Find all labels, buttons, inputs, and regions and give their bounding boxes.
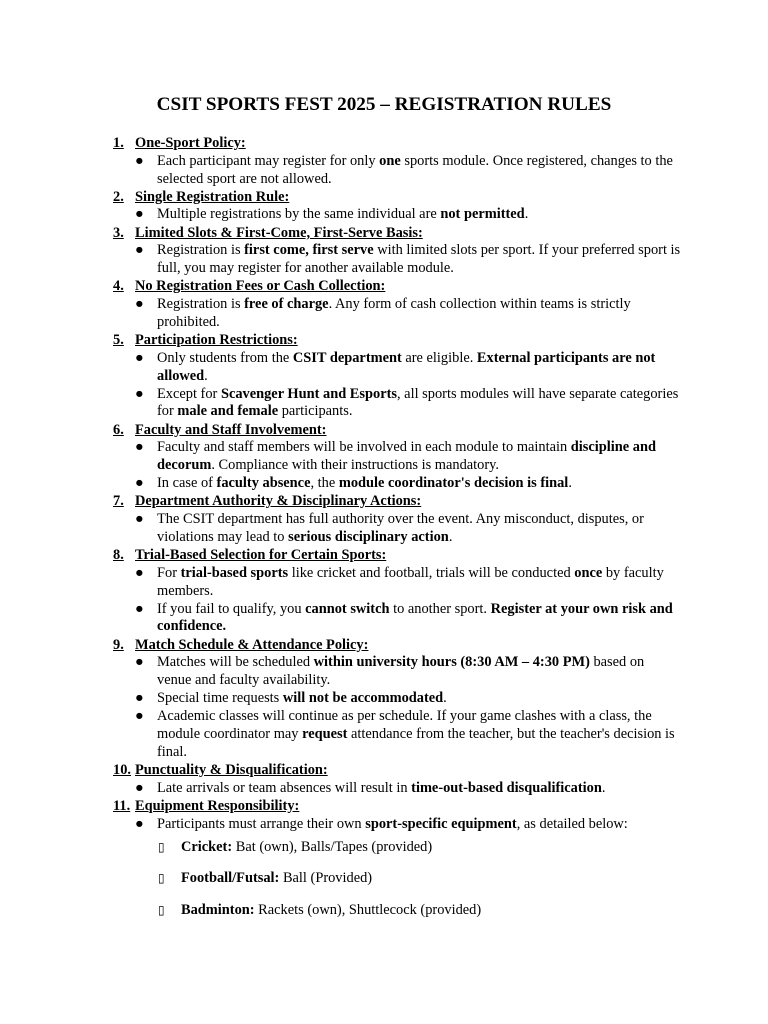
bullet-text (157, 780, 683, 798)
bullet-dot-icon: ● (135, 815, 144, 832)
text-run: In case of (157, 475, 217, 492)
equipment-sport: Football/Futsal: (181, 870, 280, 887)
rule-title: Faculty and Staff Involvement: (135, 421, 327, 438)
text-run: sports module. Once registered, changes to the selected sport are not allowed. (157, 152, 673, 187)
rule-title: Single Registration Rule: (135, 188, 290, 205)
text-run: Registration is (157, 242, 245, 259)
rule-title: Limited Slots & First-Come, First-Serve Basis: (135, 224, 423, 241)
rule-bullets (113, 153, 683, 189)
bullet-dot-icon: ● (135, 475, 144, 492)
bullet-item (113, 242, 683, 278)
rule-heading (113, 422, 683, 440)
checkbox-glyph-icon: ▯ (158, 871, 165, 886)
bullet-item (113, 475, 683, 493)
rule-heading (113, 278, 683, 296)
text-run: Faculty and staff members will be involved in each module to maintain (157, 439, 571, 456)
rule-heading (113, 798, 683, 816)
checkbox-glyph-icon: ▯ (158, 839, 165, 854)
rule-number: 6. (113, 421, 124, 438)
rule-title: Department Authority & Disciplinary Actions: (135, 493, 422, 510)
rule-title: Participation Restrictions: (135, 331, 298, 348)
bold-text: not permitted (440, 206, 525, 223)
bullet-dot-icon: ● (135, 439, 144, 456)
rule-number: 5. (113, 331, 124, 348)
text-run: . (568, 475, 572, 492)
text-run: For (157, 564, 181, 581)
text-run: Registration is (157, 296, 245, 313)
bullet-dot-icon: ● (135, 690, 144, 707)
bullet-dot-icon: ● (135, 206, 144, 223)
text-run: with limited slots per sport. If your preferred sport is full, you may register for another available module. (157, 242, 681, 277)
rule-bullets (113, 816, 683, 834)
bullet-text (157, 242, 683, 278)
equipment-item (113, 839, 683, 857)
rule-section (113, 422, 683, 493)
text-run: , as detailed below: (516, 815, 628, 832)
bullet-dot-icon: ● (135, 600, 144, 617)
bullet-text (157, 206, 683, 224)
rule-title: Equipment Responsibility: (135, 797, 300, 814)
text-run: Only students from the (157, 349, 293, 366)
bullet-item (113, 206, 683, 224)
equipment-item (113, 902, 683, 920)
bullet-text (157, 565, 683, 601)
bullet-text (157, 708, 683, 761)
rule-bullets (113, 654, 683, 761)
bullet-text (157, 475, 683, 493)
bold-text: sport-specific equipment (365, 815, 517, 832)
bold-text: first come, first serve (244, 242, 374, 259)
bullet-item (113, 153, 683, 189)
equipment-sport: Badminton: (181, 902, 255, 919)
rule-section (113, 135, 683, 188)
bold-text: request (302, 726, 348, 743)
text-run: attendance from the teacher, but the teacher's decision is final. (157, 726, 675, 760)
bold-text: faculty absence (216, 475, 311, 492)
bold-text: trial-based sports (180, 564, 289, 581)
rule-section (113, 762, 683, 798)
text-run: Academic classes will continue as per schedule. If your game clashes with a class, the module coordinator may (157, 708, 652, 743)
rule-title: Trial-Based Selection for Certain Sports: (135, 547, 387, 563)
text-run: Matches will be scheduled (157, 654, 314, 671)
bullet-dot-icon: ● (135, 511, 144, 528)
bullet-dot-icon: ● (135, 152, 144, 169)
bullet-text (157, 296, 683, 332)
rule-section (113, 493, 683, 546)
equipment-sport: Cricket: (181, 838, 233, 855)
bullet-dot-icon: ● (135, 779, 144, 796)
rule-number: 11. (113, 797, 131, 814)
equipment-detail: Bat (own), Balls/Tapes (provided) (232, 838, 433, 855)
rule-title: One-Sport Policy: (135, 135, 246, 151)
rule-number: 1. (113, 135, 124, 151)
bold-text: cannot switch (305, 600, 390, 617)
bold-text: module coordinator's decision is final (338, 475, 569, 492)
text-run: , the (310, 475, 339, 492)
rule-number: 8. (113, 547, 124, 563)
rule-bullets (113, 780, 683, 798)
rule-number: 3. (113, 224, 124, 241)
rule-title: Match Schedule & Attendance Policy: (135, 636, 369, 653)
rule-bullets (113, 242, 683, 278)
bullet-item (113, 511, 683, 547)
rule-title: Punctuality & Disqualification: (135, 762, 328, 779)
text-run: Special time requests (157, 690, 283, 707)
equipment-detail: Ball (Provided) (279, 870, 373, 887)
bullet-dot-icon: ● (135, 349, 144, 366)
bold-text: within university hours (8:30 AM – 4:30 PM) (313, 654, 590, 671)
text-run: . Any form of cash collection within teams is strictly prohibited. (157, 296, 631, 330)
text-run: . (448, 528, 453, 545)
text-run: by faculty members. (157, 564, 664, 599)
text-run: . (443, 690, 447, 707)
rule-section (113, 637, 683, 762)
bullet-dot-icon: ● (135, 564, 144, 581)
rule-section (113, 225, 683, 278)
rule-bullets (113, 511, 683, 547)
bullet-text (157, 350, 683, 386)
bold-text: External participants are not allowed (157, 349, 656, 384)
rule-section (113, 332, 683, 421)
rule-number: 10. (113, 762, 131, 779)
rule-number: 4. (113, 278, 124, 295)
bullet-text (157, 654, 683, 690)
rule-heading (113, 547, 683, 565)
text-run: Except for (157, 385, 221, 402)
bold-text: will not be accommodated (282, 690, 444, 707)
rule-heading (113, 637, 683, 655)
bullet-item (113, 350, 683, 386)
bullet-dot-icon: ● (135, 296, 144, 313)
bold-text: Scavenger Hunt and Esports (220, 385, 397, 402)
text-run: to another sport. (389, 600, 491, 617)
bullet-dot-icon: ● (135, 242, 144, 259)
rule-number: 7. (113, 493, 124, 510)
rule-section (113, 547, 683, 636)
rule-title: No Registration Fees or Cash Collection: (135, 278, 386, 295)
text-run: , all sports modules will have separate categories for (157, 385, 679, 420)
rule-heading (113, 225, 683, 243)
bullet-dot-icon: ● (135, 385, 144, 402)
rule-bullets (113, 206, 683, 224)
bullet-text (157, 153, 683, 189)
text-run: If you fail to qualify, you (157, 600, 306, 617)
text-run: . (601, 779, 606, 796)
rule-heading (113, 135, 683, 153)
rule-number: 9. (113, 636, 124, 653)
equipment-text (181, 870, 372, 888)
text-run: like cricket and football, trials will be conducted (288, 564, 575, 581)
equipment-item (113, 870, 683, 888)
bullet-item (113, 654, 683, 690)
document-title: CSIT SPORTS FEST 2025 – REGISTRATION RULES (156, 94, 612, 115)
bold-text: time-out-based disqualification (411, 779, 602, 796)
bold-text: once (574, 564, 603, 581)
rule-section (113, 189, 683, 225)
text-run: . (524, 206, 529, 223)
rule-bullets (113, 296, 683, 332)
equipment-list (113, 839, 683, 920)
bullet-text (157, 386, 683, 422)
checkbox-glyph-icon: ▯ (158, 903, 165, 918)
text-run: are eligible. (401, 349, 477, 366)
bullet-item (113, 439, 683, 475)
rule-section (113, 278, 683, 331)
bold-text: CSIT department (292, 349, 402, 366)
bold-text: serious disciplinary action (288, 528, 449, 545)
bullet-item (113, 565, 683, 601)
rule-heading (113, 332, 683, 350)
rule-bullets (113, 350, 683, 421)
text-run: . (204, 367, 208, 384)
bullet-item (113, 816, 683, 834)
equipment-text (181, 902, 481, 920)
equipment-text (181, 839, 432, 857)
bullet-item (113, 690, 683, 708)
bullet-dot-icon: ● (135, 654, 144, 671)
text-run: based on venue and faculty availability. (157, 654, 645, 689)
text-run: participants. (278, 403, 353, 420)
bullet-text (157, 601, 683, 637)
bullet-item (113, 296, 683, 332)
bullet-item (113, 708, 683, 761)
bold-text: free of charge (244, 296, 329, 313)
rule-bullets (113, 439, 683, 493)
text-run: Multiple registrations by the same individual are (157, 206, 441, 223)
text-run: Participants must arrange their own (157, 815, 366, 832)
text-run: The CSIT department has full authority over the event. Any misconduct, disputes, or violations may lead to (157, 511, 644, 545)
bullet-dot-icon: ● (135, 708, 144, 725)
bullet-text (157, 511, 683, 547)
bold-text: Register at your own risk and confidence. (157, 600, 673, 635)
text-run: Late arrivals or team absences will result in (157, 779, 412, 796)
rule-section (113, 798, 683, 920)
rule-heading (113, 189, 683, 207)
bullet-text (157, 439, 683, 475)
text-run: Each participant may register for only (157, 152, 380, 169)
rule-number: 2. (113, 188, 124, 205)
bullet-item (113, 601, 683, 637)
rule-bullets (113, 565, 683, 636)
bold-text: male and female (177, 403, 279, 420)
rule-heading (113, 493, 683, 511)
bullet-text (157, 816, 683, 834)
bold-text: discipline and decorum (157, 439, 656, 474)
bullet-item (113, 386, 683, 422)
bold-text: one (379, 152, 401, 169)
text-run: . Compliance with their instructions is mandatory. (211, 457, 499, 474)
bullet-text (157, 690, 683, 708)
rule-heading (113, 762, 683, 780)
bullet-item (113, 780, 683, 798)
rules-list (113, 135, 683, 934)
equipment-detail: Rackets (own), Shuttlecock (provided) (254, 902, 482, 919)
